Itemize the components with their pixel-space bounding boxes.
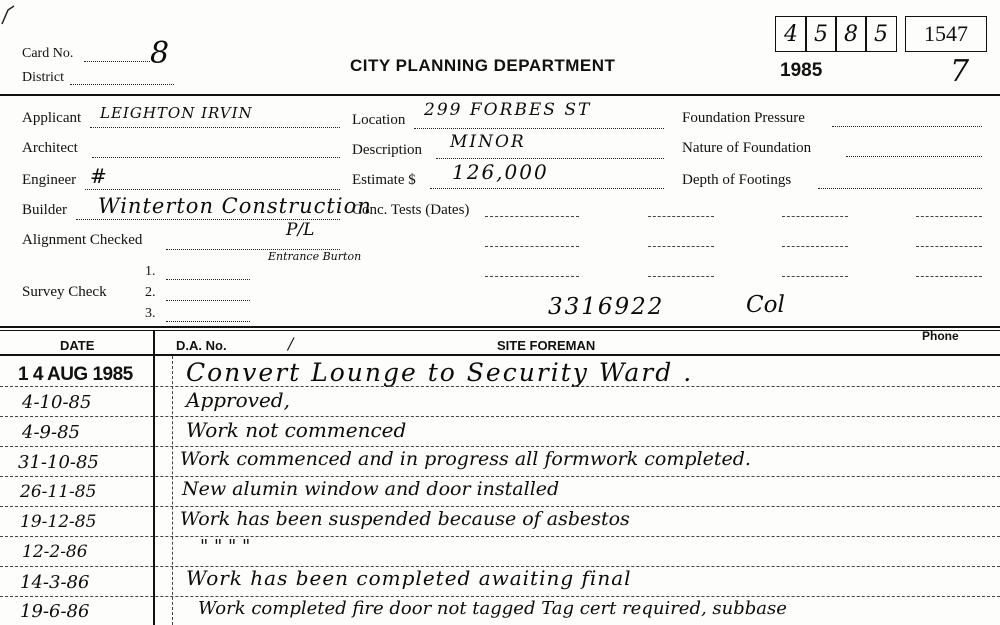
row-note: New alumin window and door installed bbox=[182, 478, 560, 500]
row-rule-6 bbox=[0, 536, 1000, 537]
row-date: 4-9-85 bbox=[22, 422, 80, 443]
year: 1985 bbox=[780, 60, 823, 81]
phone-note-suffix: Col bbox=[746, 292, 785, 318]
builder-label: Builder bbox=[22, 202, 67, 218]
da-column-dash bbox=[172, 356, 173, 625]
header-rule bbox=[0, 94, 1000, 96]
card-no-label: Card No. bbox=[22, 46, 74, 61]
ref-box-4: 5 bbox=[865, 16, 897, 52]
location-label: Location bbox=[352, 112, 406, 128]
conc-test-dash-1 bbox=[485, 216, 579, 217]
date-column-divider bbox=[153, 330, 155, 625]
row-note: Work not commenced bbox=[186, 418, 407, 442]
conc-test-dash-3 bbox=[782, 216, 848, 217]
depth-footings-dots bbox=[818, 188, 982, 189]
table-top-rule-2 bbox=[0, 330, 1000, 331]
row-rule-4 bbox=[0, 476, 1000, 477]
nature-foundation-label: Nature of Foundation bbox=[682, 140, 812, 156]
conc-test-dash-12 bbox=[916, 276, 982, 277]
survey-dots-1 bbox=[166, 279, 250, 280]
engineer-dots bbox=[85, 189, 340, 190]
applicant-label: Applicant bbox=[22, 110, 82, 126]
survey-dots-2 bbox=[166, 300, 250, 301]
conc-test-dash-2 bbox=[648, 216, 714, 217]
da-header: D.A. No. bbox=[176, 338, 227, 353]
builder-value: Winterton Construction bbox=[98, 194, 372, 218]
row-rule-2 bbox=[0, 416, 1000, 417]
conc-test-dash-4 bbox=[916, 216, 982, 217]
district-label: District bbox=[22, 70, 64, 85]
survey-item-2: 2. bbox=[145, 285, 156, 300]
row-date: 4-10-85 bbox=[22, 392, 92, 413]
row-date: 31-10-85 bbox=[18, 452, 99, 473]
survey-dots-3 bbox=[166, 321, 250, 322]
row-rule-5 bbox=[0, 506, 1000, 507]
da-mark: / bbox=[288, 334, 294, 353]
row-date: 26-11-85 bbox=[20, 482, 97, 502]
card-no-dots bbox=[84, 61, 150, 62]
architect-dots bbox=[92, 157, 340, 158]
applicant-value: LEIGHTON IRVIN bbox=[100, 104, 253, 122]
phone-header: Phone bbox=[922, 329, 959, 343]
nature-foundation-dots bbox=[846, 156, 982, 157]
row-date: 1 4 AUG 1985 bbox=[18, 364, 133, 385]
estimate-dots bbox=[430, 188, 664, 189]
row-date: 19-6-86 bbox=[20, 601, 90, 622]
estimate-label: Estimate $ bbox=[352, 172, 416, 188]
depth-footings-label: Depth of Footings bbox=[682, 172, 792, 188]
date-header: DATE bbox=[60, 338, 95, 353]
row-date: 19-12-85 bbox=[20, 512, 97, 532]
conc-tests-label: Conc. Tests (Dates) bbox=[352, 202, 470, 218]
foundation-pressure-label: Foundation Pressure bbox=[682, 110, 805, 126]
survey-item-1: 1. bbox=[145, 264, 156, 279]
row-date: 14-3-86 bbox=[20, 572, 90, 593]
page-mark: 7 bbox=[950, 54, 970, 89]
conc-test-dash-7 bbox=[782, 246, 848, 247]
architect-label: Architect bbox=[22, 140, 78, 156]
row-note: Work has been suspended because of asbestos bbox=[180, 508, 630, 530]
row-rule-8 bbox=[0, 596, 1000, 597]
table-top-rule bbox=[0, 326, 1000, 328]
ref-box-2: 5 bbox=[805, 16, 837, 52]
description-dots bbox=[436, 158, 664, 159]
row-note: Approved, bbox=[186, 388, 290, 412]
table-header-rule bbox=[0, 354, 1000, 356]
survey-label: Survey Check bbox=[22, 284, 107, 300]
foundation-pressure-dots bbox=[832, 126, 982, 127]
conc-test-dash-6 bbox=[648, 246, 714, 247]
ref-box-3: 8 bbox=[835, 16, 867, 52]
alignment-note: Entrance Burton bbox=[268, 250, 362, 263]
corner-pencil-mark bbox=[0, 0, 40, 30]
location-value: 299 FORBES ST bbox=[424, 100, 592, 120]
alignment-label: Alignment Checked bbox=[22, 232, 143, 248]
description-label: Description bbox=[352, 142, 422, 158]
card-no-value: 8 bbox=[150, 36, 170, 71]
row-date: 12-2-86 bbox=[22, 542, 88, 562]
conc-test-dash-5 bbox=[485, 246, 579, 247]
conc-test-dash-10 bbox=[648, 276, 714, 277]
conc-test-dash-9 bbox=[485, 276, 579, 277]
location-dots bbox=[414, 128, 664, 129]
alignment-value: P/L bbox=[286, 220, 315, 240]
row-rule-3 bbox=[0, 446, 1000, 447]
description-value: MINOR bbox=[450, 132, 526, 152]
estimate-value: 126,000 bbox=[452, 160, 549, 184]
conc-test-dash-11 bbox=[782, 276, 848, 277]
department-title: CITY PLANNING DEPARTMENT bbox=[350, 56, 616, 75]
engineer-value: # bbox=[90, 164, 107, 188]
engineer-label: Engineer bbox=[22, 172, 77, 188]
ref-box-1: 4 bbox=[775, 16, 807, 52]
row-note: Work completed fire door not tagged Tag cert required, subbase bbox=[198, 598, 787, 619]
row-note: Work commenced and in progress all formwork completed. bbox=[180, 448, 751, 470]
survey-item-3: 3. bbox=[145, 306, 156, 321]
row-note: " " " " bbox=[200, 536, 251, 557]
foreman-header: SITE FOREMAN bbox=[497, 338, 596, 353]
ref-number-box: 1547 bbox=[905, 16, 987, 52]
applicant-dots bbox=[90, 127, 340, 128]
district-dots bbox=[70, 84, 174, 85]
row-note: Work has been completed awaiting final bbox=[186, 566, 632, 590]
row-note: Convert Lounge to Security Ward . bbox=[186, 358, 694, 387]
conc-test-dash-8 bbox=[916, 246, 982, 247]
phone-number-note: 3316922 bbox=[548, 294, 665, 320]
